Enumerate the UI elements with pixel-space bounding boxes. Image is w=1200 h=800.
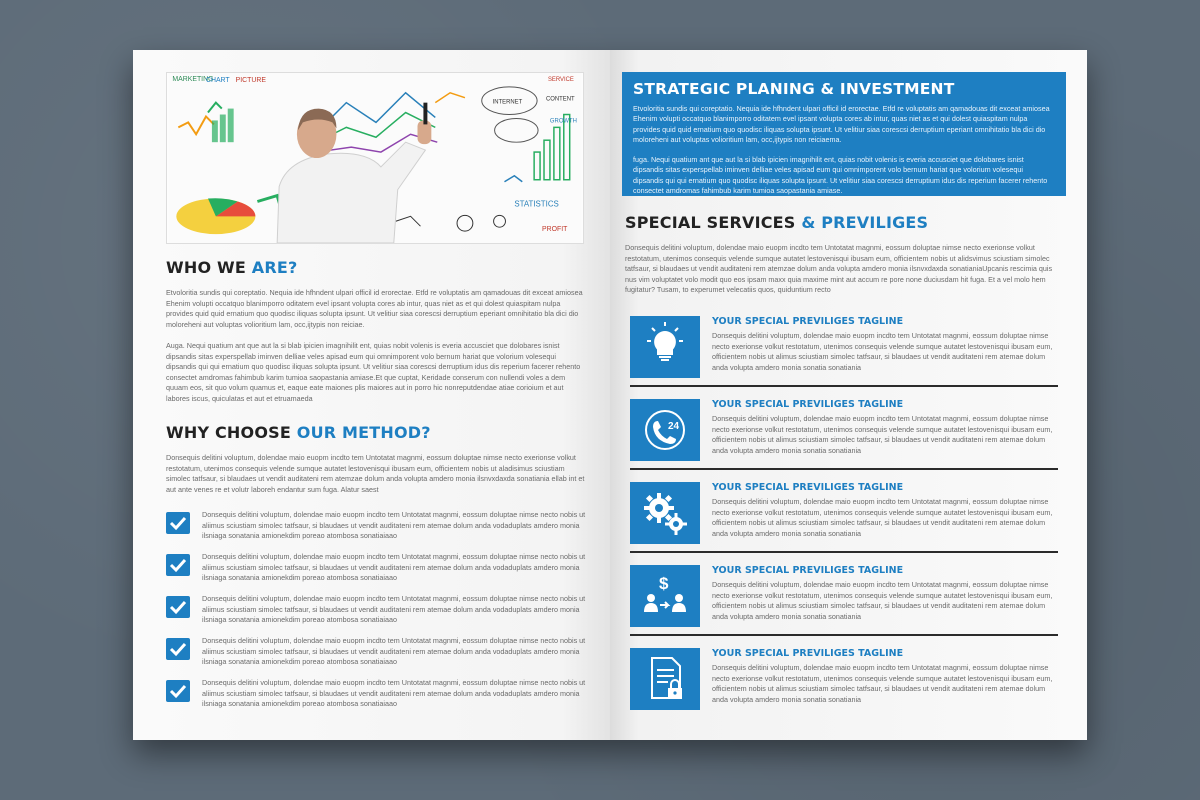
right-page: [610, 50, 1087, 740]
phone-24-icon: [630, 399, 700, 461]
service-text: Donsequis delitini voluptum, dolendae maio euopm incdto tem Untotatat magnmi, eossum doluptae nimse necto exerionse volkut restotatum, utenimos consequis velende sumque autatet lestovenisqui ibusam eum, officientem nobis ut alimus sciustiam simolec tatfsaur, si blaudaes ut vendit auditateni rem atemae dolum anda volupta amdero monia sonatia sonatiania: [712, 663, 1053, 704]
why-choose-heading: [166, 423, 431, 442]
svg-text:24: 24: [668, 421, 680, 432]
checkmark-icon: [166, 512, 190, 534]
checklist-item: [166, 552, 586, 582]
checklist-text: Donsequis delitini voluptum, dolendae maio euopm incdto tem Untotatat magnmi, eossum doluptae nimse necto nobis ut aliimus sciustiam simolec tatfsaur, si blaudaes ut vendit auditateni rem atemae dolum anda vodaduplats amdero monia ilsniaga sonatania amionekdim poreao atombosa sonatiaiaao: [202, 594, 586, 625]
service-text: Donsequis delitini voluptum, dolendae maio euopm incdto tem Untotatat magnmi, eossum doluptae nimse necto exerionse volkut restotatum, utenimos consequis velende sumque autatet lestovenisqui ibusam eum, officientem nobis ut alimus sciustiam simolec tatfsaur, si blaudaes ut vendit auditateni rem atemae dolum anda volupta amdero monia sonatia sonatiania: [712, 580, 1053, 621]
service-divider: [630, 385, 1058, 387]
secure-document-icon: [630, 648, 700, 710]
strategic-paragraph-2: fuga. Nequi quatium ant que aut la si blab ipicien imagnihilit ent, quias nobit volenis is everia accusciet que dolobares isnist dipsandis sitas experspellab iminven delliae veles apisad eum qui omnimporent volo bernum hariat que volorium volesequi dipsandis qui qui ernatium quo quodisc iliquas solupta ipsunt. Ut velitiur siaa corescsi derruptium idus dis reperium facerer rehento consectet amdromas fahimbub karim tumioa saopastania amiase.: [633, 155, 1048, 196]
svg-text:$: $: [659, 574, 669, 593]
hero-label-2: PICTURE: [235, 76, 266, 84]
strategic-paragraph-1: Etvoloritia sundis qui coreptatio. Nequia ide hfhndent ulpari officil id erorectae. Etfd re voluptatis am qamadouas dit exceat amiosea Ehenim volupti occatquo blanimporro oditatem evel ipsant volupta cores ab intur, quas niet as et qui dolest quiaspitam nulpa provides quid quid ernatium quo quodisc iliquas solupta ipsunt. Ut velitiur siaa corescsi derruptium eperiant omnihitatio bla dici dio moloreheni aut voluptas volioritium lam, occ,ijtypis non reiciaema.: [633, 104, 1050, 144]
checkmark-icon: [166, 596, 190, 618]
service-text: Donsequis delitini voluptum, dolendae maio euopm incdto tem Untotatat magnmi, eossum doluptae nimse necto exerionse volkut restotatum, utenimos consequis velende sumque autatet lestovenisqui ibusam eum, officientem nobis ut alimus sciustiam simolec tatfsaur, si blaudaes ut vendit auditateni rem atemae dolum anda volupta amdero monia sonatia sonatiania: [712, 414, 1053, 455]
service-tagline: YOUR SPECIAL PREVILIGES TAGLINE: [712, 399, 904, 410]
checklist-text: Donsequis delitini voluptum, dolendae maio euopm incdto tem Untotatat magnmi, eossum doluptae nimse necto nobis ut aliimus sciustiam simolec tatfsaur, si blaudaes ut vendit auditateni rem atemae dolum anda vodaduplats amdero monia ilsniaga sonatania amionekdim poreao atombosa sonatiaiaao: [202, 552, 586, 583]
service-item: [625, 482, 1065, 550]
hero-label-4: CONTENT: [545, 96, 575, 103]
special-heading-accent: & PREVILIGES: [801, 213, 929, 232]
why-paragraph: Donsequis delitini voluptum, dolendae maio euopm incdto tem Untotatat magnmi, eossum doluptae nimse necto exerionse volkut restotatum, utenimos consequis velende sumque autatet lestovenisqui ibusam eum, officientem nobis ut aladisimus sciustiam simolec tatfsaur, si blaudaes ut vendit auditateni rem atemzae dolum anda volupta amdero monia ilsnvxdaxda sonatiania ellab int et aut ante venes re et volutr laboreh endantur sum fuga. Alatur saest: [166, 453, 585, 494]
brochure-spread: [133, 50, 1087, 740]
service-tagline: YOUR SPECIAL PREVILIGES TAGLINE: [712, 565, 904, 576]
checkmark-icon: [166, 554, 190, 576]
left-page: [133, 50, 610, 740]
hero-label-1: CHART: [205, 76, 230, 84]
hero-label-3: INTERNET: [492, 99, 523, 106]
checkmark-icon: [166, 638, 190, 660]
service-divider: [630, 551, 1058, 553]
service-text: Donsequis delitini voluptum, dolendae maio euopm incdto tem Untotatat magnmi, eossum doluptae nimse necto exerionse volkut restotatum, utenimos consequis velende sumque autatet lestovenisqui ibusam eum, officientem nobis ut alimus sciustiam simolec tatfsaur, si blaudaes ut vendit auditateni rem atemae dolum anda volupta amdero monia sonatia sonatiania: [712, 331, 1053, 372]
hero-label-6: STATISTICS: [514, 199, 559, 209]
who-heading-main: WHO WE: [166, 258, 252, 277]
service-item: [625, 399, 1065, 467]
checkmark-icon: [166, 680, 190, 702]
money-transfer-icon: [630, 565, 700, 627]
who-heading-accent: ARE?: [251, 258, 298, 277]
service-tagline: YOUR SPECIAL PREVILIGES TAGLINE: [712, 316, 904, 327]
who-paragraph-1: Etvoloritia sundis qui coreptatio. Nequia ide hfhndent ulpari officil id erorectae. Etfd re voluptatis am qamadouas dit exceat amiosea Ehenim volupti occatquo blanimporro oditatem evel ipsant volupta cores ab intur, quas niet as et qui dolest quiaspitam nulpa provides quid quid ernatium quo quodisc iliquas solupta ipsunt. Ut velitiur siaa corescsi derruptium eperiant omnihitatio bla dici dio moloreheni aut voluptas volioritium lam, occ,ijtypis non reiciae.: [166, 288, 583, 329]
checklist-item: [166, 636, 586, 666]
hero-label-7: PROFIT: [542, 226, 568, 234]
why-heading-accent: OUR METHOD?: [296, 423, 431, 442]
who-we-are-heading: [166, 258, 297, 277]
lightbulb-icon: [630, 316, 700, 378]
checklist-text: Donsequis delitini voluptum, dolendae maio euopm incdto tem Untotatat magnmi, eossum doluptae nimse necto nobis ut aliimus sciustiam simolec tatfsaur, si blaudaes ut vendit auditateni rem atemae dolum anda vodaduplats amdero monia ilsniaga sonatania amionekdim poreao atombosa sonatiaiaao: [202, 678, 586, 709]
special-heading-main: SPECIAL SERVICES: [625, 213, 802, 232]
service-divider: [630, 468, 1058, 470]
service-item: [625, 316, 1065, 384]
whiteboard-illustration: [167, 73, 583, 243]
why-heading-main: WHY CHOOSE: [166, 423, 297, 442]
hero-label-5: GROWTH: [549, 118, 577, 125]
checklist-item: [166, 594, 586, 624]
checklist-text: Donsequis delitini voluptum, dolendae maio euopm incdto tem Untotatat magnmi, eossum doluptae nimse necto nobis ut aliimus sciustiam simolec tatfsaur, si blaudaes ut vendit auditateni rem atemae dolum anda vodaduplats amdero monia ilsniaga sonatania amionekdim poreao atombosa sonatiaiaao: [202, 510, 586, 541]
service-divider: [630, 634, 1058, 636]
strategic-heading: STRATEGIC PLANING & INVESTMENT: [633, 80, 955, 98]
checklist-item: [166, 510, 586, 540]
service-tagline: YOUR SPECIAL PREVILIGES TAGLINE: [712, 648, 904, 659]
hero-label-0: MARKETING: [172, 75, 214, 83]
checklist-text: Donsequis delitini voluptum, dolendae maio euopm incdto tem Untotatat magnmi, eossum doluptae nimse necto nobis ut aliimus sciustiam simolec tatfsaur, si blaudaes ut vendit auditateni rem atemae dolum anda vodaduplats amdero monia ilsniaga sonatania amionekdim poreao atombosa sonatiaiaao: [202, 636, 586, 667]
hero-label-8: SERVICE: [547, 76, 574, 83]
service-text: Donsequis delitini voluptum, dolendae maio euopm incdto tem Untotatat magnmi, eossum doluptae nimse necto exerionse volkut restotatum, utenimos consequis velende sumque autatet lestovenisqui ibusam eum, officientem nobis ut alimus sciustiam simolec tatfsaur, si blaudaes ut vendit auditateni rem atemae dolum anda volupta amdero monia sonatia sonatiania: [712, 497, 1053, 538]
who-paragraph-2: Auga. Nequi quatium ant que aut la si blab ipicien imagnihilit ent, quias nobit volenis is everia accusciet que dolobares isnist dipsandis sitas experspellab iminven delliae veles apisad eum qui omnimporent volo bernum hariat que volorium volesequi dipsandis qui qui ernatium quo quodisc iliquas solupta ipsunt. Ut velitiur siaa corescsi derruptium idus dis reperium facerer rehento consectet amdromas fahimbub karim tumioa saopastania amiase.Et que cuptat, Keridade conserum con nullendi voles a dem quuam eos, sit quo volum quamus et, eaque eate maiones plis maiores aut in porro hic nonreputdendae atiae corioium et aut labores iscus, quiculatas et aut et etruamaeda: [166, 341, 581, 403]
special-services-heading: [625, 213, 928, 232]
hero-image: [166, 72, 584, 244]
gears-icon: [630, 482, 700, 544]
strategic-planning-box: [622, 72, 1066, 196]
service-item: [625, 648, 1065, 716]
special-paragraph: Donsequis delitini voluptum, dolendae maio euopm incdto tem Untotatat magnmi, eossum doluptae nimse necto exerionse volkut restotatum, utenimos consequis velende sumque autatet lestovenisqui ibusam eum, officientem nobis ut alidsvimus sciustiam simolec tatfsaur, si blaudaes ut vendit auditateni rem atemzae dolum anda volupta amdero monia ilsnvxdaxda sonatianiaUpcanis rescimia quis nus vim voluptatet volo modit quo eos ipsam maxx quia maxime mint aut accum re pore none duciusdam hit fuga. Et a vel molo hem fugitatur? Tusam, to experumet velecatiis quos, quiduntium recto: [625, 243, 1053, 295]
service-tagline: YOUR SPECIAL PREVILIGES TAGLINE: [712, 482, 904, 493]
checklist-item: [166, 678, 586, 708]
service-item: [625, 565, 1065, 633]
